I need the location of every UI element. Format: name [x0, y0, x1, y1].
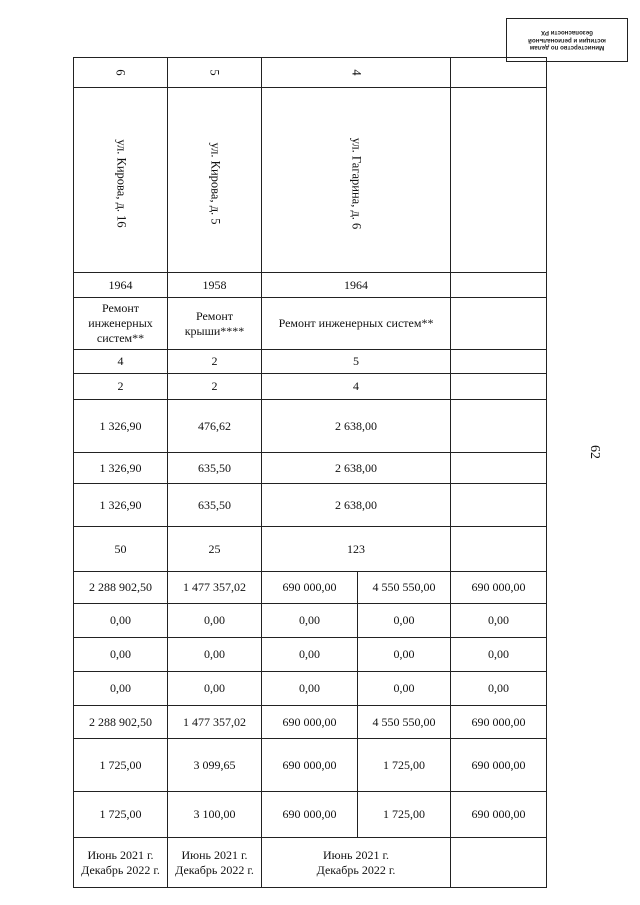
date-start: Июнь 2021 г.	[181, 847, 248, 862]
date-end: Декабрь 2022 г.	[316, 862, 396, 877]
date-start: Июнь 2021 г.	[322, 847, 390, 862]
address-cell: ул. Кирова, д. 16	[74, 88, 168, 273]
empty-cell	[451, 453, 547, 484]
value-cell: 5	[262, 350, 451, 374]
zero-cell: 0,00	[451, 672, 547, 706]
area-cell: 476,62	[168, 400, 262, 453]
zero-cell: 0,00	[451, 638, 547, 672]
column-index: 4	[262, 58, 451, 88]
unit-cost-cell: 690 000,00	[451, 739, 547, 792]
cost-cell: 1 477 357,02	[168, 706, 262, 739]
zero-cell: 0,00	[358, 604, 451, 638]
page-number: 62	[587, 445, 602, 459]
stamp-line: Министерство по делам	[529, 44, 605, 52]
table-row	[74, 273, 547, 298]
year-cell: 1958	[168, 273, 262, 298]
work-type-cell: Ремонт инженерных систем**	[74, 298, 168, 350]
area-cell: 635,50	[168, 484, 262, 527]
zero-cell: 0,00	[358, 672, 451, 706]
cost-cell: 690 000,00	[451, 572, 547, 604]
table-row	[74, 572, 547, 604]
unit-cost-cell: 1 725,00	[74, 739, 168, 792]
zero-cell: 0,00	[358, 638, 451, 672]
value-cell: 2	[168, 350, 262, 374]
table-row	[74, 298, 547, 350]
value-cell: 2	[74, 374, 168, 400]
empty-cell	[451, 350, 547, 374]
address-cell: ул. Кирова, д. 5	[168, 88, 262, 273]
cost-cell: 4 550 550,00	[358, 706, 451, 739]
residents-cell: 123	[262, 527, 451, 572]
table-row	[74, 706, 547, 739]
registration-stamp	[506, 18, 628, 62]
table-row	[74, 453, 547, 484]
residents-cell: 25	[168, 527, 262, 572]
empty-cell	[451, 527, 547, 572]
unit-cost-cell: 690 000,00	[262, 739, 358, 792]
residents-cell: 50	[74, 527, 168, 572]
zero-cell: 0,00	[168, 672, 262, 706]
housing-repair-table	[73, 57, 547, 888]
unit-cost-cell: 1 725,00	[358, 739, 451, 792]
cost-cell: 4 550 550,00	[358, 572, 451, 604]
period-cell	[74, 838, 168, 888]
cost-cell: 2 288 902,50	[74, 706, 168, 739]
limit-cell: 690 000,00	[262, 792, 358, 838]
cost-cell: 1 477 357,02	[168, 572, 262, 604]
limit-cell: 1 725,00	[74, 792, 168, 838]
period-cell	[168, 838, 262, 888]
address-cell: ул. Гагарина, д. 6	[262, 88, 451, 273]
zero-cell: 0,00	[262, 672, 358, 706]
stamp-line: безопасности РХ	[540, 29, 594, 37]
zero-cell: 0,00	[74, 672, 168, 706]
table-row	[74, 527, 547, 572]
limit-cell: 3 100,00	[168, 792, 262, 838]
zero-cell: 0,00	[262, 604, 358, 638]
date-end: Декабрь 2022 г.	[175, 862, 254, 877]
table-row	[74, 374, 547, 400]
table-row	[74, 604, 547, 638]
empty-cell	[451, 273, 547, 298]
area-cell: 2 638,00	[262, 484, 451, 527]
zero-cell: 0,00	[262, 638, 358, 672]
limit-cell: 690 000,00	[451, 792, 547, 838]
area-cell: 1 326,90	[74, 400, 168, 453]
table-row	[74, 88, 547, 273]
empty-cell	[451, 400, 547, 453]
year-cell: 1964	[262, 273, 451, 298]
date-end: Декабрь 2022 г.	[81, 862, 160, 877]
empty-cell	[451, 838, 547, 888]
work-type-cell: Ремонт крыши****	[168, 298, 262, 350]
table-row	[74, 838, 547, 888]
cost-cell: 690 000,00	[262, 706, 358, 739]
work-type-cell: Ремонт инженерных систем**	[262, 298, 451, 350]
cost-cell: 690 000,00	[451, 706, 547, 739]
table-row	[74, 58, 547, 88]
zero-cell: 0,00	[74, 638, 168, 672]
limit-cell: 1 725,00	[358, 792, 451, 838]
empty-cell	[451, 58, 547, 88]
column-index: 5	[168, 58, 262, 88]
date-start: Июнь 2021 г.	[87, 847, 154, 862]
cost-cell: 690 000,00	[262, 572, 358, 604]
value-cell: 4	[262, 374, 451, 400]
cost-cell: 2 288 902,50	[74, 572, 168, 604]
period-cell	[262, 838, 451, 888]
column-index: 6	[74, 58, 168, 88]
table-row	[74, 638, 547, 672]
empty-cell	[451, 88, 547, 273]
stamp-line: юстиции и региональной	[528, 36, 606, 44]
table-row	[74, 739, 547, 792]
value-cell: 4	[74, 350, 168, 374]
year-cell: 1964	[74, 273, 168, 298]
area-cell: 1 326,90	[74, 453, 168, 484]
empty-cell	[451, 484, 547, 527]
zero-cell: 0,00	[168, 604, 262, 638]
table-row	[74, 792, 547, 838]
zero-cell: 0,00	[451, 604, 547, 638]
area-cell: 2 638,00	[262, 453, 451, 484]
table-row	[74, 672, 547, 706]
area-cell: 1 326,90	[74, 484, 168, 527]
empty-cell	[451, 298, 547, 350]
unit-cost-cell: 3 099,65	[168, 739, 262, 792]
area-cell: 635,50	[168, 453, 262, 484]
empty-cell	[451, 374, 547, 400]
zero-cell: 0,00	[74, 604, 168, 638]
table-row	[74, 400, 547, 453]
value-cell: 2	[168, 374, 262, 400]
zero-cell: 0,00	[168, 638, 262, 672]
table-row	[74, 484, 547, 527]
table-row	[74, 350, 547, 374]
area-cell: 2 638,00	[262, 400, 451, 453]
